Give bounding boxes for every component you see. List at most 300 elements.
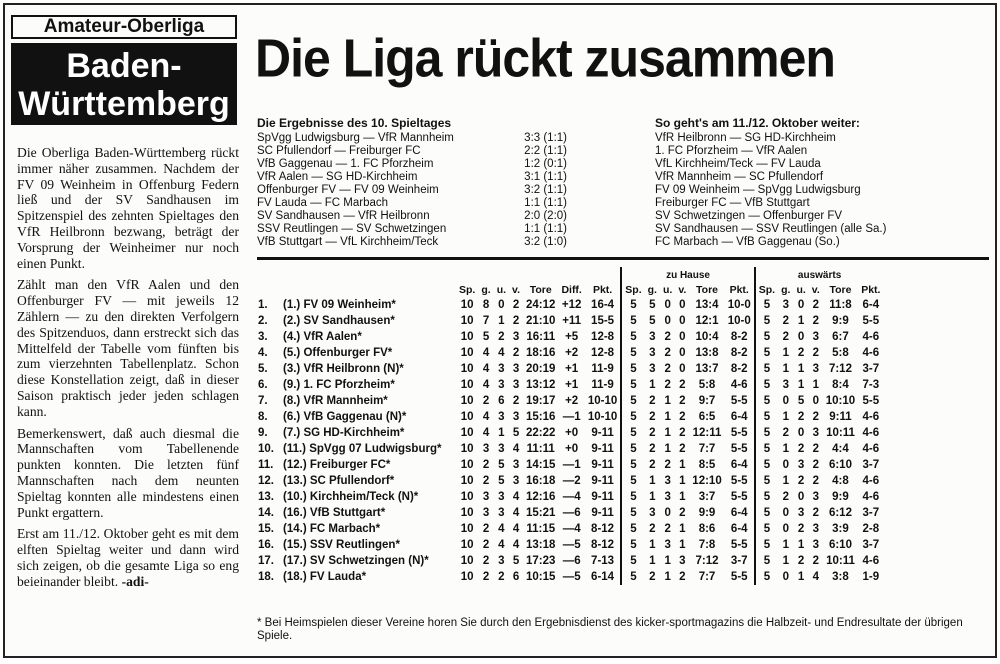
table-cell: 5 [755, 505, 778, 521]
table-cell: 1 [664, 555, 671, 567]
table-cell: 2 [649, 443, 656, 455]
table-cell: 6:10 [828, 539, 852, 551]
table-cell: 1 [679, 539, 686, 551]
rank: 9. [258, 427, 268, 439]
table-cell: 3 [512, 379, 520, 391]
table-cell: 1 [649, 379, 656, 391]
table-cell: 1 [679, 475, 686, 487]
table-cell: 2 [649, 427, 656, 439]
headline: Die Liga rückt zusammen [255, 27, 835, 89]
result-match: SC Pfullendorf — Freiburger FC [257, 145, 421, 157]
table-cell: 2 [812, 299, 819, 311]
table-cell: —4 [562, 523, 581, 535]
table-cell: 12:1 [695, 315, 719, 327]
table-cell: 0 [679, 347, 686, 359]
table-cell: 0 [679, 299, 686, 311]
team-name: (2.) SV Sandhausen* [283, 315, 395, 327]
result-score: 2:2 (1:1) [524, 145, 567, 157]
table-cell: 0 [679, 331, 686, 343]
table-cell: 3-7 [862, 507, 880, 519]
result-score: 1:1 (1:1) [524, 197, 567, 209]
table-cell: 6 [512, 571, 520, 583]
table-cell: 3 [482, 507, 490, 519]
team-name: (16.) VfB Stuttgart* [283, 507, 386, 519]
table-cell: 5 [755, 537, 778, 553]
table-cell: 7-13 [591, 555, 615, 567]
rank: 2. [258, 315, 268, 327]
table-cell: 5 [755, 457, 778, 473]
table-cell: 12:16 [526, 491, 556, 503]
table-cell: —6 [562, 507, 581, 519]
table-cell: 2 [498, 571, 505, 583]
result-score: 2:0 (2:0) [524, 210, 567, 222]
table-cell: 2 [679, 395, 686, 407]
table-cell: 1 [664, 443, 671, 455]
table-cell: 10 [460, 347, 474, 359]
table-cell: 13:7 [695, 363, 719, 375]
table-cell: 10 [460, 491, 474, 503]
table-cell: 6:12 [828, 507, 852, 519]
rank: 8. [258, 411, 268, 423]
table-cell: 2 [664, 459, 671, 471]
table-cell: 1 [664, 411, 671, 423]
table-cell: 3 [782, 299, 789, 311]
table-cell: 5:8 [832, 347, 849, 359]
table-cell: 4 [498, 523, 505, 535]
table-cell: 15:16 [526, 411, 556, 423]
result-score: 1:2 (0:1) [524, 158, 567, 170]
column-header: u. [662, 284, 673, 296]
table-cell: 0 [664, 507, 671, 519]
table-cell: 2 [482, 539, 490, 551]
table-cell: 5-5 [730, 443, 748, 455]
result-match: Offenburger FV — FV 09 Weinheim [257, 184, 439, 196]
table-cell: 5 [498, 475, 505, 487]
team-name: (17.) SV Schwetzingen (N)* [283, 555, 429, 567]
table-cell: 2-8 [862, 523, 880, 535]
table-row [255, 457, 883, 473]
table-cell: 16:18 [526, 475, 556, 487]
table-cell: 4 [482, 363, 490, 375]
table-cell: 1 [797, 539, 805, 551]
table-cell: 10:15 [526, 571, 556, 583]
table-cell: +0 [565, 427, 579, 439]
table-cell: +5 [565, 331, 579, 343]
table-cell: 0 [782, 507, 789, 519]
table-row [255, 345, 883, 361]
table-cell: 5 [649, 315, 656, 327]
table-cell: 6-4 [730, 411, 748, 423]
rank: 1. [258, 299, 268, 311]
table-row [255, 377, 883, 393]
table-cell: 3:9 [832, 523, 849, 535]
table-cell: 4 [482, 411, 490, 423]
table-cell: 6:7 [832, 331, 849, 343]
team-name: (1.) FV 09 Weinheim* [283, 299, 396, 311]
table-cell: 3:7 [698, 491, 716, 503]
table-cell: 4 [512, 491, 520, 503]
table-row [255, 537, 883, 553]
table-cell: 10 [460, 539, 474, 551]
result-score: 3:2 (1:0) [524, 236, 567, 248]
table-cell: 4-6 [730, 379, 748, 391]
table-cell: 10 [460, 571, 474, 583]
table-cell: 3 [664, 491, 671, 503]
result-row [257, 197, 567, 210]
table-cell: 5 [755, 329, 778, 345]
table-cell: 5 [498, 459, 505, 471]
table-cell: 5 [621, 553, 644, 569]
fixture-row: SV Schwetzingen — Offenburger FV [655, 210, 843, 222]
table-cell: 4:4 [832, 443, 849, 455]
table-cell: 5 [621, 345, 644, 361]
table-cell: 5 [621, 377, 644, 393]
table-cell: 8:5 [698, 459, 716, 471]
column-header: Sp. [755, 283, 778, 297]
table-cell: 3 [482, 443, 490, 455]
team-name: (18.) FV Lauda* [283, 571, 367, 583]
table-cell: 9-11 [591, 491, 614, 503]
table-cell: 1 [664, 395, 671, 407]
table-cell: 3 [512, 363, 520, 375]
table-cell: 2 [649, 523, 656, 535]
table-cell: 5 [755, 473, 778, 489]
table-cell: 2 [782, 427, 789, 439]
table-cell: 6:5 [698, 411, 716, 423]
column-header: Tore [829, 284, 852, 296]
column-header: Tore [696, 284, 718, 296]
table-cell: +12 [561, 299, 582, 311]
table-cell: 0 [782, 523, 789, 535]
rank: 15. [258, 523, 274, 535]
table-cell: 2 [482, 395, 490, 407]
result-match: VfB Gaggenau — 1. FC Pforzheim [257, 158, 434, 170]
table-cell: 0 [797, 491, 805, 503]
table-cell: 1 [782, 539, 789, 551]
column-header: Pkt. [592, 284, 613, 296]
result-match: VfR Aalen — SG HD-Kirchheim [257, 171, 418, 183]
table-cell: +1 [565, 379, 579, 391]
table-cell: 4-6 [862, 347, 880, 359]
table-cell: 3 [679, 555, 686, 567]
table-cell: 3:8 [832, 571, 849, 583]
table-cell: 3 [812, 427, 819, 439]
table-cell: 1 [782, 475, 789, 487]
table-cell: 10:11 [826, 555, 855, 567]
table-cell: 3 [498, 443, 505, 455]
result-row [257, 184, 567, 197]
table-cell: 5 [649, 299, 656, 311]
team-name: (12.) Freiburger FC* [283, 459, 391, 471]
table-cell: 1 [782, 411, 789, 423]
table-cell: 12:11 [692, 427, 722, 439]
league-badge-region [11, 43, 237, 125]
table-cell: 2 [512, 347, 520, 359]
table-cell: 3-7 [730, 555, 748, 567]
table-cell: 10 [460, 315, 474, 327]
table-cell: —6 [562, 555, 581, 567]
table-cell: 1 [782, 347, 789, 359]
left-column [7, 7, 245, 654]
table-cell: 17:23 [526, 555, 556, 567]
table-cell: 0 [782, 459, 789, 471]
table-cell: 4 [482, 379, 490, 391]
table-cell: 5 [621, 425, 644, 441]
table-cell: 3 [812, 523, 819, 535]
table-cell: 2 [664, 363, 671, 375]
team-name: (8.) VfR Mannheim* [283, 395, 388, 407]
table-cell: 2 [679, 411, 686, 423]
table-cell: 2 [812, 411, 819, 423]
table-cell: 5 [755, 425, 778, 441]
league-badge-top: Amateur-Oberliga [11, 15, 237, 39]
team-name: (9.) 1. FC Pforzheim* [283, 379, 395, 391]
table-cell: 1 [649, 475, 656, 487]
table-cell: 8-2 [730, 363, 748, 375]
column-header: u. [496, 284, 507, 296]
table-cell: 4-6 [862, 491, 880, 503]
table-cell: 0 [679, 363, 686, 375]
fixtures-list [655, 132, 985, 249]
table-cell: 9-11 [591, 475, 614, 487]
result-row [257, 223, 567, 236]
table-cell: 12-8 [591, 331, 615, 343]
team-name: (4.) VfR Aalen* [283, 331, 362, 343]
table-cell: 4 [498, 347, 505, 359]
result-row [257, 158, 567, 171]
table-cell: 8-2 [730, 347, 748, 359]
table-cell: 3 [664, 539, 671, 551]
table-cell: 9:11 [829, 411, 852, 423]
table-cell: 10-0 [727, 315, 751, 327]
table-cell: 5-5 [730, 539, 748, 551]
table-cell: 5-5 [730, 395, 748, 407]
fixture-row: VfR Mannheim — SC Pfullendorf [655, 171, 824, 183]
fixture-row: Freiburger FC — VfB Stuttgart [655, 197, 810, 209]
table-cell: —4 [562, 491, 581, 503]
table-cell: 10 [460, 379, 474, 391]
table-cell: 10 [460, 395, 474, 407]
table-cell: 4:8 [832, 475, 849, 487]
table-cell: 3 [498, 555, 505, 567]
table-cell: 9-11 [591, 459, 614, 471]
table-cell: 10:4 [695, 331, 719, 343]
table-cell: 3 [512, 459, 520, 471]
header-spacer [255, 283, 279, 297]
rank: 16. [258, 539, 274, 551]
author-signoff: -adi- [121, 573, 149, 589]
table-cell: 8-12 [591, 523, 615, 535]
table-cell: 1 [812, 379, 819, 391]
fixture-row: FV 09 Weinheim — SpVgg Ludwigsburg [655, 184, 861, 196]
table-cell: 4 [482, 427, 490, 439]
table-cell: 1 [679, 459, 686, 471]
table-row [255, 425, 883, 441]
fixture-row: SV Sandhausen — SSV Reutlingen (alle Sa.) [655, 223, 887, 235]
table-cell: 10-0 [727, 299, 751, 311]
table-cell: 12-8 [591, 347, 615, 359]
table-cell: +11 [562, 315, 582, 327]
result-row [257, 171, 567, 184]
table-cell: 2 [482, 459, 490, 471]
table-cell: 5 [621, 297, 644, 313]
table-cell: 5 [621, 441, 644, 457]
table-cell: 12:10 [692, 475, 722, 487]
table-cell: 16:11 [526, 331, 556, 343]
table-cell: 0 [782, 571, 789, 583]
table-cell: 10 [460, 523, 474, 535]
table-cell: 5 [621, 457, 644, 473]
team-name: (6.) VfB Gaggenau (N)* [283, 411, 407, 423]
article-paragraph: Bemerkenswert, daß auch diesmal die Mannschaften vom Tabellenende punkten konnten. Die letzten fünf Mannschaften nach dem neunten Spieltag konnten alle mindestens einen Punkt ergattern. [17, 425, 239, 520]
table-cell: 1 [498, 427, 505, 439]
table-cell: 4-6 [862, 555, 880, 567]
table-cell: —5 [562, 539, 581, 551]
table-cell: 0 [664, 315, 671, 327]
table-cell: 10 [460, 475, 474, 487]
table-cell: 4 [512, 507, 520, 519]
table-cell: 14:15 [526, 459, 556, 471]
table-cell: 2 [649, 571, 656, 583]
table-cell: 20:19 [526, 363, 556, 375]
table-cell: 9-11 [591, 507, 614, 519]
table-cell: 2 [679, 571, 686, 583]
table-cell: 3 [812, 331, 819, 343]
table-cell: 10 [460, 363, 474, 375]
result-match: SSV Reutlingen — SV Schwetzingen [257, 223, 447, 235]
table-cell: 5 [621, 361, 644, 377]
table-cell: 5 [512, 427, 520, 439]
table-cell: 10:10 [825, 395, 856, 407]
result-match: SV Sandhausen — VfR Heilbronn [257, 210, 430, 222]
column-header: Sp. [621, 283, 644, 297]
table-cell: 7:8 [698, 539, 716, 551]
team-name: (15.) SSV Reutlingen* [283, 539, 400, 551]
table-cell: 2 [649, 459, 656, 471]
team-name: (11.) SpVgg 07 Ludwigsburg* [283, 443, 442, 455]
table-row [255, 393, 883, 409]
team-name: (5.) Offenburger FV* [283, 347, 393, 359]
table-row [255, 361, 883, 377]
table-cell: 11:15 [526, 523, 556, 535]
table-cell: 0 [679, 315, 686, 327]
table-cell: 9:9 [698, 507, 716, 519]
table-cell: 7 [482, 315, 490, 327]
table-cell: 10 [460, 411, 474, 423]
result-score: 1:1 (1:1) [524, 223, 567, 235]
result-row [257, 236, 567, 249]
table-cell: 10-10 [587, 395, 618, 407]
table-cell: 11-9 [591, 379, 614, 391]
table-cell: 2 [782, 491, 789, 503]
table-cell: +0 [565, 443, 579, 455]
table-cell: 5-5 [862, 395, 880, 407]
table-cell: 3 [482, 491, 490, 503]
table-cell: 2 [664, 331, 671, 343]
table-cell: 3 [664, 475, 671, 487]
table-cell: 9:7 [698, 395, 716, 407]
rank: 14. [258, 507, 274, 519]
column-header: u. [796, 284, 806, 296]
table-cell: 3 [812, 491, 819, 503]
table-cell: 2 [782, 315, 789, 327]
table-cell: 9-11 [591, 443, 614, 455]
table-cell: 2 [482, 571, 490, 583]
rank: 7. [258, 395, 268, 407]
table-row [255, 329, 883, 345]
table-cell: +2 [565, 395, 579, 407]
table-cell: +2 [565, 347, 579, 359]
table-cell: 6-4 [730, 523, 748, 535]
result-row [257, 210, 567, 223]
table-cell: 0 [797, 331, 805, 343]
table-cell: 2 [812, 443, 819, 455]
table-cell: 3 [797, 507, 805, 519]
result-row [257, 145, 567, 158]
table-cell: 3-7 [862, 363, 880, 375]
team-name: (10.) Kirchheim/Teck (N)* [283, 491, 419, 503]
group-away-label: auswärts [755, 267, 884, 283]
table-cell: 2 [482, 523, 490, 535]
table-cell: 13:12 [526, 379, 556, 391]
table-cell: 5-5 [862, 315, 880, 327]
rank: 18. [258, 571, 274, 583]
column-header: v. [512, 284, 521, 296]
table-row [255, 489, 883, 505]
table-cell: 1 [498, 315, 505, 327]
table-cell: 13:4 [695, 299, 719, 311]
table-cell: —2 [562, 475, 581, 487]
table-cell: 5 [755, 361, 778, 377]
divider [257, 257, 989, 260]
table-cell: 2 [664, 379, 671, 391]
table-cell: 10 [460, 331, 474, 343]
table-cell: 10 [460, 507, 474, 519]
table-cell: 1 [679, 523, 686, 535]
table-cell: 11:8 [829, 299, 852, 311]
table-row [255, 441, 883, 457]
table-cell: 3 [782, 379, 789, 391]
table-cell: 2 [679, 427, 686, 439]
result-match: FV Lauda — FC Marbach [257, 197, 389, 209]
table-cell: 6-4 [730, 459, 748, 471]
table-cell: 22:22 [526, 427, 556, 439]
table-cell: 2 [812, 475, 819, 487]
table-cell: 5 [621, 329, 644, 345]
standings-table [255, 267, 883, 585]
table-cell: 4-6 [862, 475, 880, 487]
table-row [255, 505, 883, 521]
result-score: 3:1 (1:1) [524, 171, 567, 183]
table-cell: 8:4 [832, 379, 849, 391]
table-cell: 2 [482, 475, 490, 487]
results-title: Die Ergebnisse des 10. Spieltages [257, 116, 452, 130]
footnote: * Bei Heimspielen dieser Vereine horen Sie durch den Ergebnisdienst des kicker-sportmagazins die Halbzeit- und Endresultate der übrigen Spiele. [257, 617, 963, 642]
table-cell: 2 [797, 443, 805, 455]
table-cell: 1 [797, 315, 805, 327]
table-cell: 5 [755, 313, 778, 329]
table-cell: 4 [482, 347, 490, 359]
team-name: (3.) VfR Heilbronn (N)* [283, 363, 404, 375]
table-cell: 3 [498, 379, 505, 391]
table-cell: 3 [512, 475, 520, 487]
table-cell: 5 [797, 395, 805, 407]
table-cell: 0 [797, 299, 805, 311]
table-cell: 2 [812, 347, 819, 359]
table-cell: 5 [621, 537, 644, 553]
table-cell: 8-12 [591, 539, 615, 551]
table-cell: 5 [621, 393, 644, 409]
